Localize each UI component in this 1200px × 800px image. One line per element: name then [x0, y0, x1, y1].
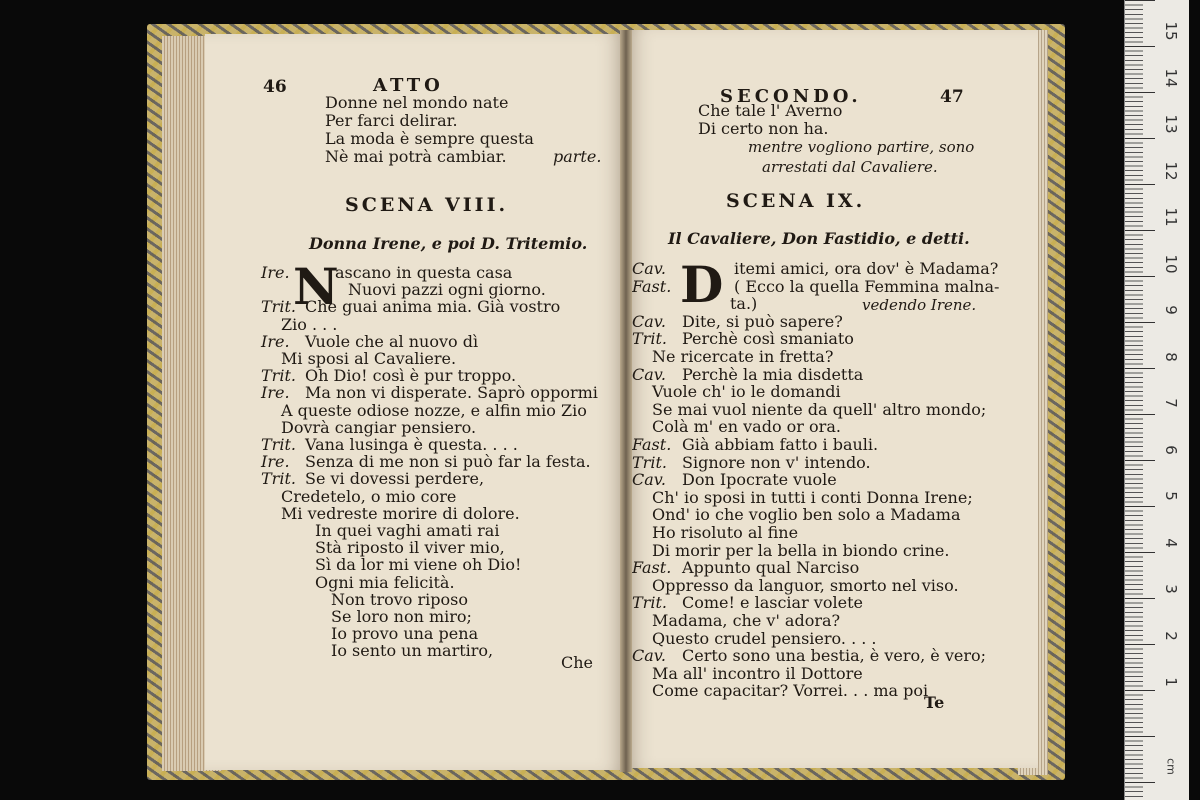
ruler-number: 12	[1162, 160, 1180, 181]
dialogue-line: ( Ecco la quella Femmina malna-	[734, 276, 1000, 296]
dropcap-d: D	[680, 255, 724, 314]
dialogue-line: Oh Dio! così è pur troppo.	[305, 366, 517, 386]
verse-line: Donne nel mondo nate	[325, 93, 509, 112]
dialogue-line: Ogni mia felicità.	[315, 572, 455, 592]
dialogue-line: Se mai vuol niente da quell' altro mondo;	[652, 399, 987, 419]
ruler-number: 13	[1162, 114, 1180, 134]
speaker-label: Trit.	[632, 452, 667, 472]
ruler-major-ticks	[1125, 0, 1155, 800]
dialogue-line: Mi vedreste morire di dolore.	[281, 503, 520, 523]
dialogue-line: Sì da lor mi viene oh Dio!	[315, 555, 522, 575]
speaker-label: Cav.	[632, 311, 667, 331]
dialogue-line: ascano in questa casa	[335, 263, 513, 282]
stage-direction-line-1: mentre vogliono partire, sono	[748, 138, 975, 156]
dialogue-line: Vuole ch' io le domandi	[652, 382, 841, 402]
dialogue-line: Di morir per la bella in biondo crine.	[652, 540, 950, 560]
ruler-number: 7	[1162, 398, 1180, 408]
dialogue-line: Questo crudel pensiero. . . .	[652, 628, 877, 648]
right-folio: 47	[940, 87, 964, 107]
left-page	[205, 34, 625, 770]
speaker-label: Trit.	[261, 435, 296, 454]
ruler-number: 3	[1162, 584, 1180, 594]
dialogue-line: ta.)	[730, 294, 758, 314]
ruler-number: 9	[1162, 305, 1180, 315]
dialogue-line: Dovrà cangiar pensiero.	[281, 417, 477, 437]
dialogue-line: Appunto qual Narciso	[682, 558, 860, 578]
scene-viii-characters: Donna Irene, e poi D. Tritemio.	[309, 234, 588, 253]
dialogue-line: Stà riposto il viver mio,	[315, 538, 505, 558]
right-catchword: Te	[924, 693, 945, 712]
speaker-label: Cav.	[632, 470, 667, 490]
speaker-label: Cav.	[632, 259, 667, 278]
speaker-label: Trit.	[261, 366, 296, 386]
dialogue-line: Come capacitar? Vorrei. . . ma poi	[652, 681, 929, 701]
speaker-label: Trit.	[261, 297, 296, 317]
dialogue-line: itemi amici, ora dov' è Madama?	[734, 259, 999, 278]
dialogue-line: Credetelo, o mio core	[281, 486, 457, 506]
dialogue-line: Ho risoluto al fine	[652, 523, 799, 542]
ruler-number: 10	[1162, 253, 1180, 274]
dialogue-line: Vuole che al nuovo dì	[305, 331, 479, 351]
left-running-head: ATTO	[373, 75, 444, 96]
speaker-label: Ire.	[261, 263, 290, 282]
scene-heading-ix: SCENA IX.	[726, 190, 866, 212]
dialogue-line: Non trovo riposo	[331, 589, 468, 609]
dialogue-line: Già abbiam fatto i bauli.	[682, 435, 879, 454]
speaker-label: Trit.	[632, 329, 667, 349]
verse-line: Di certo non ha.	[698, 119, 829, 138]
left-folio: 46	[263, 77, 287, 97]
ruler-number: 15	[1162, 21, 1180, 41]
dialogue-line: Dite, si può sapere?	[682, 311, 843, 331]
ruler-number: 4	[1162, 537, 1180, 548]
dialogue-line: Signore non v' intendo.	[682, 452, 871, 472]
dialogue-line: Zio . . .	[281, 314, 338, 334]
dialogue-line: Io provo una pena	[331, 624, 479, 644]
speaker-label: Ire.	[261, 331, 290, 351]
dialogue-line: Perchè la mia disdetta	[682, 364, 864, 384]
speaker-label: Fast.	[632, 558, 672, 578]
dialogue-line: Ma all' incontro il Dottore	[652, 663, 863, 683]
dialogue-line: Senza di me non si può far la festa.	[305, 452, 591, 472]
dialogue-line: Perchè così smaniato	[682, 329, 854, 349]
dialogue-line: In quei vaghi amati rai	[315, 521, 500, 540]
left-catchword: Che	[561, 653, 594, 672]
measurement-ruler	[1124, 0, 1189, 800]
verse-line: Nè mai potrà cambiar.	[325, 147, 507, 166]
ruler-number: 14	[1162, 67, 1180, 88]
ruler-number: 1	[1162, 677, 1180, 687]
dialogue-line: Nuovi pazzi ogni giorno.	[348, 280, 546, 300]
dialogue-line: Colà m' en vado or ora.	[652, 417, 841, 437]
speaker-label: Fast.	[632, 276, 672, 296]
dialogue-line: Che guai anima mia. Già vostro	[305, 297, 561, 317]
dialogue-line: Io sento un martiro,	[331, 641, 494, 661]
dialogue-line: Mi sposi al Cavaliere.	[281, 349, 457, 368]
dialogue-line: Ne ricercate in fretta?	[652, 347, 834, 366]
scene-ix-characters: Il Cavaliere, Don Fastidio, e detti.	[668, 229, 970, 248]
dialogue-line: Se vi dovessi perdere,	[305, 469, 485, 489]
verse-line: Che tale l' Averno	[698, 101, 843, 120]
dialogue-line: Madama, che v' adora?	[652, 611, 841, 630]
right-running-head: SECONDO.	[720, 86, 862, 107]
dialogue-line: Ch' io sposi in tutti i conti Donna Irene;	[652, 487, 973, 507]
dialogue-line: A queste odiose nozze, e alfin mio Zio	[281, 400, 587, 420]
speaker-label: Cav.	[632, 646, 667, 666]
dialogue-line: Don Ipocrate vuole	[682, 470, 837, 490]
dialogue-line: Ma non vi disperate. Saprò oppormi	[305, 383, 598, 403]
scene-heading-viii: SCENA VIII.	[345, 194, 509, 216]
dropcap-n: N	[293, 257, 339, 316]
ruler-number: 5	[1162, 491, 1180, 501]
verse-line: Per farci delirar.	[325, 111, 458, 130]
dialogue-line: Oppresso da languor, smorto nel viso.	[652, 575, 959, 595]
stage-direction-line-2: arrestati dal Cavaliere.	[762, 158, 938, 176]
speaker-label: Trit.	[632, 593, 667, 613]
speaker-label: Trit.	[261, 469, 296, 489]
dialogue-line: Ond' io che voglio ben solo a Madama	[652, 505, 961, 525]
verse-line: La moda è sempre questa	[325, 129, 534, 148]
ruler-number: 6	[1162, 444, 1180, 455]
ruler-number: 2	[1162, 630, 1180, 641]
speaker-label: Ire.	[261, 452, 290, 472]
book-gutter	[620, 30, 632, 772]
speaker-label: Cav.	[632, 364, 667, 384]
ruler-number: 8	[1162, 351, 1180, 362]
right-aside: vedendo Irene.	[862, 296, 977, 314]
dialogue-line: Come! e lasciar volete	[682, 593, 863, 613]
dialogue-line: Vana lusinga è questa. . . .	[305, 435, 518, 454]
speaker-label: Ire.	[261, 383, 290, 403]
speaker-label: Fast.	[632, 435, 672, 454]
dialogue-line: Se loro non miro;	[331, 607, 472, 626]
ruler-number: 11	[1162, 207, 1180, 227]
right-page	[628, 30, 1038, 768]
dialogue-line: Certo sono una bestia, è vero, è vero;	[682, 646, 987, 666]
ruler-unit: cm	[1164, 758, 1178, 775]
left-parte: parte.	[553, 147, 602, 166]
